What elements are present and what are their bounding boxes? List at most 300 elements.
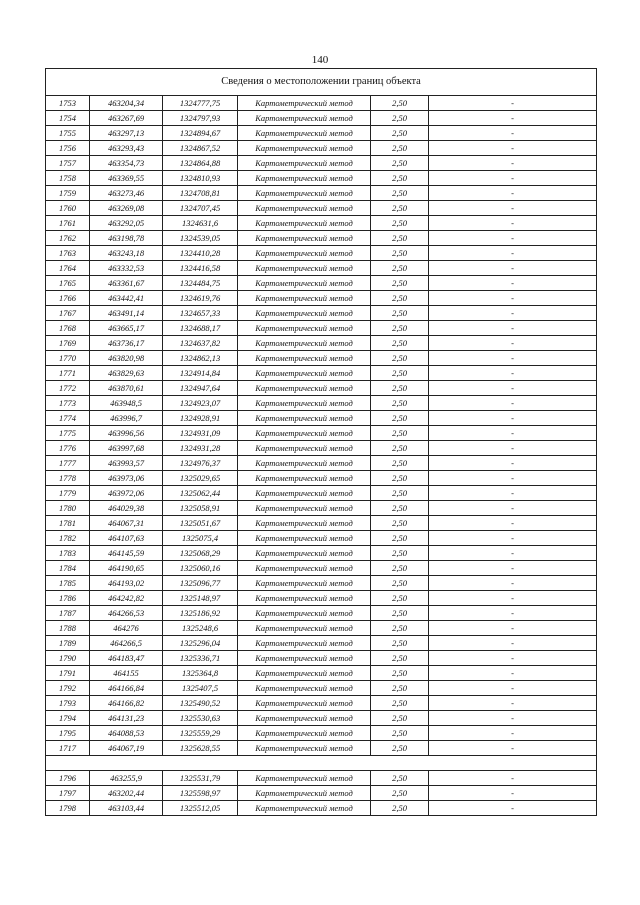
table-row bbox=[46, 126, 597, 141]
point-number-cell: 1779 bbox=[46, 486, 90, 501]
method-cell: Картометрический метод bbox=[238, 321, 371, 336]
accuracy-cell: 2,50 bbox=[371, 636, 429, 651]
x-coordinate-cell: 463996,7 bbox=[90, 411, 163, 426]
table-row bbox=[46, 666, 597, 681]
method-cell: Картометрический метод bbox=[238, 351, 371, 366]
table-row bbox=[46, 726, 597, 741]
table-row bbox=[46, 156, 597, 171]
x-coordinate-cell: 463204,34 bbox=[90, 96, 163, 111]
accuracy-cell: 2,50 bbox=[371, 441, 429, 456]
point-number-cell: 1791 bbox=[46, 666, 90, 681]
accuracy-cell: 2,50 bbox=[371, 276, 429, 291]
y-coordinate-cell: 1324923,07 bbox=[163, 396, 238, 411]
description-cell: - bbox=[429, 201, 597, 216]
point-number-cell: 1782 bbox=[46, 531, 90, 546]
table-row bbox=[46, 606, 597, 621]
accuracy-cell: 2,50 bbox=[371, 696, 429, 711]
point-number-cell: 1755 bbox=[46, 126, 90, 141]
table-row bbox=[46, 246, 597, 261]
accuracy-cell: 2,50 bbox=[371, 681, 429, 696]
point-number-cell: 1780 bbox=[46, 501, 90, 516]
x-coordinate-cell: 463870,61 bbox=[90, 381, 163, 396]
x-coordinate-cell: 464155 bbox=[90, 666, 163, 681]
description-cell: - bbox=[429, 516, 597, 531]
point-number-cell: 1757 bbox=[46, 156, 90, 171]
y-coordinate-cell: 1324484,75 bbox=[163, 276, 238, 291]
table-row bbox=[46, 501, 597, 516]
accuracy-cell: 2,50 bbox=[371, 576, 429, 591]
table-row bbox=[46, 741, 597, 756]
method-cell: Картометрический метод bbox=[238, 636, 371, 651]
x-coordinate-cell: 463297,13 bbox=[90, 126, 163, 141]
description-cell: - bbox=[429, 246, 597, 261]
table-row bbox=[46, 306, 597, 321]
table-row bbox=[46, 771, 597, 786]
x-coordinate-cell: 463332,53 bbox=[90, 261, 163, 276]
table-row bbox=[46, 171, 597, 186]
table-title: Сведения о местоположении границ объекта bbox=[46, 69, 597, 96]
accuracy-cell: 2,50 bbox=[371, 366, 429, 381]
x-coordinate-cell: 464166,84 bbox=[90, 681, 163, 696]
description-cell: - bbox=[429, 141, 597, 156]
description-cell: - bbox=[429, 726, 597, 741]
table-row bbox=[46, 396, 597, 411]
accuracy-cell: 2,50 bbox=[371, 711, 429, 726]
y-coordinate-cell: 1324894,67 bbox=[163, 126, 238, 141]
x-coordinate-cell: 463202,44 bbox=[90, 786, 163, 801]
y-coordinate-cell: 1324707,45 bbox=[163, 201, 238, 216]
description-cell: - bbox=[429, 381, 597, 396]
point-number-cell: 1763 bbox=[46, 246, 90, 261]
x-coordinate-cell: 463243,18 bbox=[90, 246, 163, 261]
point-number-cell: 1793 bbox=[46, 696, 90, 711]
point-number-cell: 1753 bbox=[46, 96, 90, 111]
table-row bbox=[46, 801, 597, 816]
x-coordinate-cell: 464067,31 bbox=[90, 516, 163, 531]
x-coordinate-cell: 463442,41 bbox=[90, 291, 163, 306]
y-coordinate-cell: 1325598,97 bbox=[163, 786, 238, 801]
table-row bbox=[46, 426, 597, 441]
method-cell: Картометрический метод bbox=[238, 471, 371, 486]
x-coordinate-cell: 463993,57 bbox=[90, 456, 163, 471]
accuracy-cell: 2,50 bbox=[371, 396, 429, 411]
description-cell: - bbox=[429, 621, 597, 636]
method-cell: Картометрический метод bbox=[238, 456, 371, 471]
method-cell: Картометрический метод bbox=[238, 111, 371, 126]
y-coordinate-cell: 1325148,97 bbox=[163, 591, 238, 606]
description-cell: - bbox=[429, 441, 597, 456]
table-row bbox=[46, 516, 597, 531]
accuracy-cell: 2,50 bbox=[371, 516, 429, 531]
point-number-cell: 1766 bbox=[46, 291, 90, 306]
x-coordinate-cell: 464266,5 bbox=[90, 636, 163, 651]
y-coordinate-cell: 1325531,79 bbox=[163, 771, 238, 786]
point-number-cell: 1771 bbox=[46, 366, 90, 381]
description-cell: - bbox=[429, 306, 597, 321]
method-cell: Картометрический метод bbox=[238, 186, 371, 201]
point-number-cell: 1767 bbox=[46, 306, 90, 321]
description-cell: - bbox=[429, 321, 597, 336]
x-coordinate-cell: 464107,63 bbox=[90, 531, 163, 546]
x-coordinate-cell: 463972,06 bbox=[90, 486, 163, 501]
table-row bbox=[46, 336, 597, 351]
point-number-cell: 1794 bbox=[46, 711, 90, 726]
y-coordinate-cell: 1324931,09 bbox=[163, 426, 238, 441]
table-row bbox=[46, 291, 597, 306]
method-cell: Картометрический метод bbox=[238, 141, 371, 156]
description-cell: - bbox=[429, 711, 597, 726]
x-coordinate-cell: 464088,53 bbox=[90, 726, 163, 741]
description-cell: - bbox=[429, 261, 597, 276]
description-cell: - bbox=[429, 231, 597, 246]
point-number-cell: 1772 bbox=[46, 381, 90, 396]
accuracy-cell: 2,50 bbox=[371, 186, 429, 201]
x-coordinate-cell: 464266,53 bbox=[90, 606, 163, 621]
description-cell: - bbox=[429, 426, 597, 441]
method-cell: Картометрический метод bbox=[238, 786, 371, 801]
method-cell: Картометрический метод bbox=[238, 411, 371, 426]
x-coordinate-cell: 464166,82 bbox=[90, 696, 163, 711]
y-coordinate-cell: 1324797,93 bbox=[163, 111, 238, 126]
accuracy-cell: 2,50 bbox=[371, 126, 429, 141]
table-row bbox=[46, 591, 597, 606]
table-row bbox=[46, 681, 597, 696]
accuracy-cell: 2,50 bbox=[371, 141, 429, 156]
separator-cell bbox=[46, 756, 597, 771]
accuracy-cell: 2,50 bbox=[371, 501, 429, 516]
y-coordinate-cell: 1324931,28 bbox=[163, 441, 238, 456]
table-row bbox=[46, 351, 597, 366]
accuracy-cell: 2,50 bbox=[371, 531, 429, 546]
method-cell: Картометрический метод bbox=[238, 711, 371, 726]
y-coordinate-cell: 1325628,55 bbox=[163, 741, 238, 756]
table-row bbox=[46, 546, 597, 561]
accuracy-cell: 2,50 bbox=[371, 156, 429, 171]
method-cell: Картометрический метод bbox=[238, 606, 371, 621]
accuracy-cell: 2,50 bbox=[371, 246, 429, 261]
description-cell: - bbox=[429, 291, 597, 306]
method-cell: Картометрический метод bbox=[238, 171, 371, 186]
y-coordinate-cell: 1325060,16 bbox=[163, 561, 238, 576]
y-coordinate-cell: 1325512,05 bbox=[163, 801, 238, 816]
point-number-cell: 1776 bbox=[46, 441, 90, 456]
point-number-cell: 1795 bbox=[46, 726, 90, 741]
y-coordinate-cell: 1325029,65 bbox=[163, 471, 238, 486]
table-row bbox=[46, 486, 597, 501]
x-coordinate-cell: 464190,65 bbox=[90, 561, 163, 576]
table-row bbox=[46, 366, 597, 381]
y-coordinate-cell: 1324867,52 bbox=[163, 141, 238, 156]
description-cell: - bbox=[429, 546, 597, 561]
description-cell: - bbox=[429, 171, 597, 186]
table-body bbox=[46, 69, 597, 816]
y-coordinate-cell: 1325186,92 bbox=[163, 606, 238, 621]
point-number-cell: 1797 bbox=[46, 786, 90, 801]
y-coordinate-cell: 1324410,28 bbox=[163, 246, 238, 261]
accuracy-cell: 2,50 bbox=[371, 546, 429, 561]
description-cell: - bbox=[429, 186, 597, 201]
x-coordinate-cell: 463948,5 bbox=[90, 396, 163, 411]
method-cell: Картометрический метод bbox=[238, 441, 371, 456]
boundary-table-sheet bbox=[45, 68, 596, 816]
point-number-cell: 1774 bbox=[46, 411, 90, 426]
accuracy-cell: 2,50 bbox=[371, 171, 429, 186]
x-coordinate-cell: 463973,06 bbox=[90, 471, 163, 486]
accuracy-cell: 2,50 bbox=[371, 741, 429, 756]
y-coordinate-cell: 1324947,64 bbox=[163, 381, 238, 396]
method-cell: Картометрический метод bbox=[238, 366, 371, 381]
accuracy-cell: 2,50 bbox=[371, 666, 429, 681]
description-cell: - bbox=[429, 456, 597, 471]
description-cell: - bbox=[429, 276, 597, 291]
description-cell: - bbox=[429, 216, 597, 231]
y-coordinate-cell: 1325068,29 bbox=[163, 546, 238, 561]
boundary-table bbox=[45, 68, 597, 816]
y-coordinate-cell: 1324928,91 bbox=[163, 411, 238, 426]
x-coordinate-cell: 463996,56 bbox=[90, 426, 163, 441]
accuracy-cell: 2,50 bbox=[371, 426, 429, 441]
y-coordinate-cell: 1325296,04 bbox=[163, 636, 238, 651]
y-coordinate-cell: 1324914,84 bbox=[163, 366, 238, 381]
point-number-cell: 1788 bbox=[46, 621, 90, 636]
method-cell: Картометрический метод bbox=[238, 126, 371, 141]
table-row bbox=[46, 231, 597, 246]
y-coordinate-cell: 1324810,93 bbox=[163, 171, 238, 186]
point-number-cell: 1764 bbox=[46, 261, 90, 276]
accuracy-cell: 2,50 bbox=[371, 456, 429, 471]
accuracy-cell: 2,50 bbox=[371, 351, 429, 366]
accuracy-cell: 2,50 bbox=[371, 306, 429, 321]
y-coordinate-cell: 1325051,67 bbox=[163, 516, 238, 531]
accuracy-cell: 2,50 bbox=[371, 411, 429, 426]
description-cell: - bbox=[429, 786, 597, 801]
point-number-cell: 1784 bbox=[46, 561, 90, 576]
description-cell: - bbox=[429, 501, 597, 516]
x-coordinate-cell: 463361,67 bbox=[90, 276, 163, 291]
description-cell: - bbox=[429, 366, 597, 381]
point-number-cell: 1777 bbox=[46, 456, 90, 471]
method-cell: Картометрический метод bbox=[238, 426, 371, 441]
y-coordinate-cell: 1325058,91 bbox=[163, 501, 238, 516]
point-number-cell: 1789 bbox=[46, 636, 90, 651]
method-cell: Картометрический метод bbox=[238, 291, 371, 306]
point-number-cell: 1775 bbox=[46, 426, 90, 441]
accuracy-cell: 2,50 bbox=[371, 381, 429, 396]
x-coordinate-cell: 464145,59 bbox=[90, 546, 163, 561]
point-number-cell: 1765 bbox=[46, 276, 90, 291]
y-coordinate-cell: 1325096,77 bbox=[163, 576, 238, 591]
x-coordinate-cell: 464193,02 bbox=[90, 576, 163, 591]
method-cell: Картометрический метод bbox=[238, 801, 371, 816]
x-coordinate-cell: 463255,9 bbox=[90, 771, 163, 786]
table-row bbox=[46, 186, 597, 201]
x-coordinate-cell: 463369,55 bbox=[90, 171, 163, 186]
method-cell: Картометрический метод bbox=[238, 546, 371, 561]
table-row bbox=[46, 411, 597, 426]
accuracy-cell: 2,50 bbox=[371, 111, 429, 126]
description-cell: - bbox=[429, 696, 597, 711]
method-cell: Картометрический метод bbox=[238, 531, 371, 546]
point-number-cell: 1792 bbox=[46, 681, 90, 696]
table-row bbox=[46, 261, 597, 276]
x-coordinate-cell: 463354,73 bbox=[90, 156, 163, 171]
table-row bbox=[46, 216, 597, 231]
table-row bbox=[46, 651, 597, 666]
y-coordinate-cell: 1325407,5 bbox=[163, 681, 238, 696]
description-cell: - bbox=[429, 576, 597, 591]
accuracy-cell: 2,50 bbox=[371, 216, 429, 231]
x-coordinate-cell: 464183,47 bbox=[90, 651, 163, 666]
y-coordinate-cell: 1324862,13 bbox=[163, 351, 238, 366]
accuracy-cell: 2,50 bbox=[371, 471, 429, 486]
page-number: 140 bbox=[311, 54, 329, 66]
x-coordinate-cell: 463103,44 bbox=[90, 801, 163, 816]
y-coordinate-cell: 1325336,71 bbox=[163, 651, 238, 666]
method-cell: Картометрический метод bbox=[238, 336, 371, 351]
point-number-cell: 1760 bbox=[46, 201, 90, 216]
method-cell: Картометрический метод bbox=[238, 726, 371, 741]
method-cell: Картометрический метод bbox=[238, 306, 371, 321]
point-number-cell: 1770 bbox=[46, 351, 90, 366]
description-cell: - bbox=[429, 801, 597, 816]
x-coordinate-cell: 464067,19 bbox=[90, 741, 163, 756]
x-coordinate-cell: 463736,17 bbox=[90, 336, 163, 351]
y-coordinate-cell: 1324864,88 bbox=[163, 156, 238, 171]
description-cell: - bbox=[429, 126, 597, 141]
accuracy-cell: 2,50 bbox=[371, 486, 429, 501]
accuracy-cell: 2,50 bbox=[371, 591, 429, 606]
point-number-cell: 1756 bbox=[46, 141, 90, 156]
description-cell: - bbox=[429, 486, 597, 501]
description-cell: - bbox=[429, 606, 597, 621]
table-row bbox=[46, 276, 597, 291]
point-number-cell: 1754 bbox=[46, 111, 90, 126]
description-cell: - bbox=[429, 771, 597, 786]
method-cell: Картометрический метод bbox=[238, 156, 371, 171]
description-cell: - bbox=[429, 411, 597, 426]
method-cell: Картометрический метод bbox=[238, 201, 371, 216]
point-number-cell: 1790 bbox=[46, 651, 90, 666]
method-cell: Картометрический метод bbox=[238, 516, 371, 531]
point-number-cell: 1762 bbox=[46, 231, 90, 246]
method-cell: Картометрический метод bbox=[238, 771, 371, 786]
method-cell: Картометрический метод bbox=[238, 501, 371, 516]
method-cell: Картометрический метод bbox=[238, 651, 371, 666]
table-row bbox=[46, 456, 597, 471]
y-coordinate-cell: 1324657,33 bbox=[163, 306, 238, 321]
description-cell: - bbox=[429, 561, 597, 576]
method-cell: Картометрический метод bbox=[238, 666, 371, 681]
method-cell: Картометрический метод bbox=[238, 246, 371, 261]
method-cell: Картометрический метод bbox=[238, 621, 371, 636]
x-coordinate-cell: 463269,08 bbox=[90, 201, 163, 216]
description-cell: - bbox=[429, 336, 597, 351]
point-number-cell: 1778 bbox=[46, 471, 90, 486]
y-coordinate-cell: 1324777,75 bbox=[163, 96, 238, 111]
point-number-cell: 1798 bbox=[46, 801, 90, 816]
point-number-cell: 1768 bbox=[46, 321, 90, 336]
x-coordinate-cell: 463292,05 bbox=[90, 216, 163, 231]
accuracy-cell: 2,50 bbox=[371, 321, 429, 336]
method-cell: Картометрический метод bbox=[238, 486, 371, 501]
point-number-cell: 1787 bbox=[46, 606, 90, 621]
x-coordinate-cell: 463267,69 bbox=[90, 111, 163, 126]
description-cell: - bbox=[429, 651, 597, 666]
accuracy-cell: 2,50 bbox=[371, 336, 429, 351]
description-cell: - bbox=[429, 396, 597, 411]
description-cell: - bbox=[429, 351, 597, 366]
x-coordinate-cell: 463273,46 bbox=[90, 186, 163, 201]
x-coordinate-cell: 463293,43 bbox=[90, 141, 163, 156]
x-coordinate-cell: 464276 bbox=[90, 621, 163, 636]
method-cell: Картометрический метод bbox=[238, 96, 371, 111]
y-coordinate-cell: 1324688,17 bbox=[163, 321, 238, 336]
x-coordinate-cell: 463198,78 bbox=[90, 231, 163, 246]
y-coordinate-cell: 1325559,29 bbox=[163, 726, 238, 741]
method-cell: Картометрический метод bbox=[238, 591, 371, 606]
table-row bbox=[46, 321, 597, 336]
accuracy-cell: 2,50 bbox=[371, 606, 429, 621]
accuracy-cell: 2,50 bbox=[371, 771, 429, 786]
description-cell: - bbox=[429, 666, 597, 681]
table-row bbox=[46, 696, 597, 711]
table-row bbox=[46, 96, 597, 111]
method-cell: Картометрический метод bbox=[238, 696, 371, 711]
description-cell: - bbox=[429, 591, 597, 606]
point-number-cell: 1758 bbox=[46, 171, 90, 186]
y-coordinate-cell: 1324637,82 bbox=[163, 336, 238, 351]
y-coordinate-cell: 1324416,58 bbox=[163, 261, 238, 276]
description-cell: - bbox=[429, 471, 597, 486]
x-coordinate-cell: 463665,17 bbox=[90, 321, 163, 336]
y-coordinate-cell: 1325530,63 bbox=[163, 711, 238, 726]
accuracy-cell: 2,50 bbox=[371, 231, 429, 246]
accuracy-cell: 2,50 bbox=[371, 621, 429, 636]
accuracy-cell: 2,50 bbox=[371, 726, 429, 741]
y-coordinate-cell: 1325490,52 bbox=[163, 696, 238, 711]
accuracy-cell: 2,50 bbox=[371, 786, 429, 801]
accuracy-cell: 2,50 bbox=[371, 201, 429, 216]
accuracy-cell: 2,50 bbox=[371, 651, 429, 666]
point-number-cell: 1781 bbox=[46, 516, 90, 531]
table-row bbox=[46, 786, 597, 801]
method-cell: Картометрический метод bbox=[238, 576, 371, 591]
description-cell: - bbox=[429, 681, 597, 696]
method-cell: Картометрический метод bbox=[238, 231, 371, 246]
table-row bbox=[46, 711, 597, 726]
method-cell: Картометрический метод bbox=[238, 381, 371, 396]
method-cell: Картометрический метод bbox=[238, 396, 371, 411]
point-number-cell: 1783 bbox=[46, 546, 90, 561]
point-number-cell: 1786 bbox=[46, 591, 90, 606]
accuracy-cell: 2,50 bbox=[371, 561, 429, 576]
accuracy-cell: 2,50 bbox=[371, 96, 429, 111]
point-number-cell: 1773 bbox=[46, 396, 90, 411]
y-coordinate-cell: 1324619,76 bbox=[163, 291, 238, 306]
x-coordinate-cell: 464131,23 bbox=[90, 711, 163, 726]
table-row bbox=[46, 621, 597, 636]
description-cell: - bbox=[429, 96, 597, 111]
x-coordinate-cell: 464029,38 bbox=[90, 501, 163, 516]
description-cell: - bbox=[429, 531, 597, 546]
description-cell: - bbox=[429, 111, 597, 126]
table-row bbox=[46, 441, 597, 456]
method-cell: Картометрический метод bbox=[238, 276, 371, 291]
y-coordinate-cell: 1325364,8 bbox=[163, 666, 238, 681]
y-coordinate-cell: 1325248,6 bbox=[163, 621, 238, 636]
table-title-row bbox=[46, 69, 597, 96]
table-row bbox=[46, 471, 597, 486]
